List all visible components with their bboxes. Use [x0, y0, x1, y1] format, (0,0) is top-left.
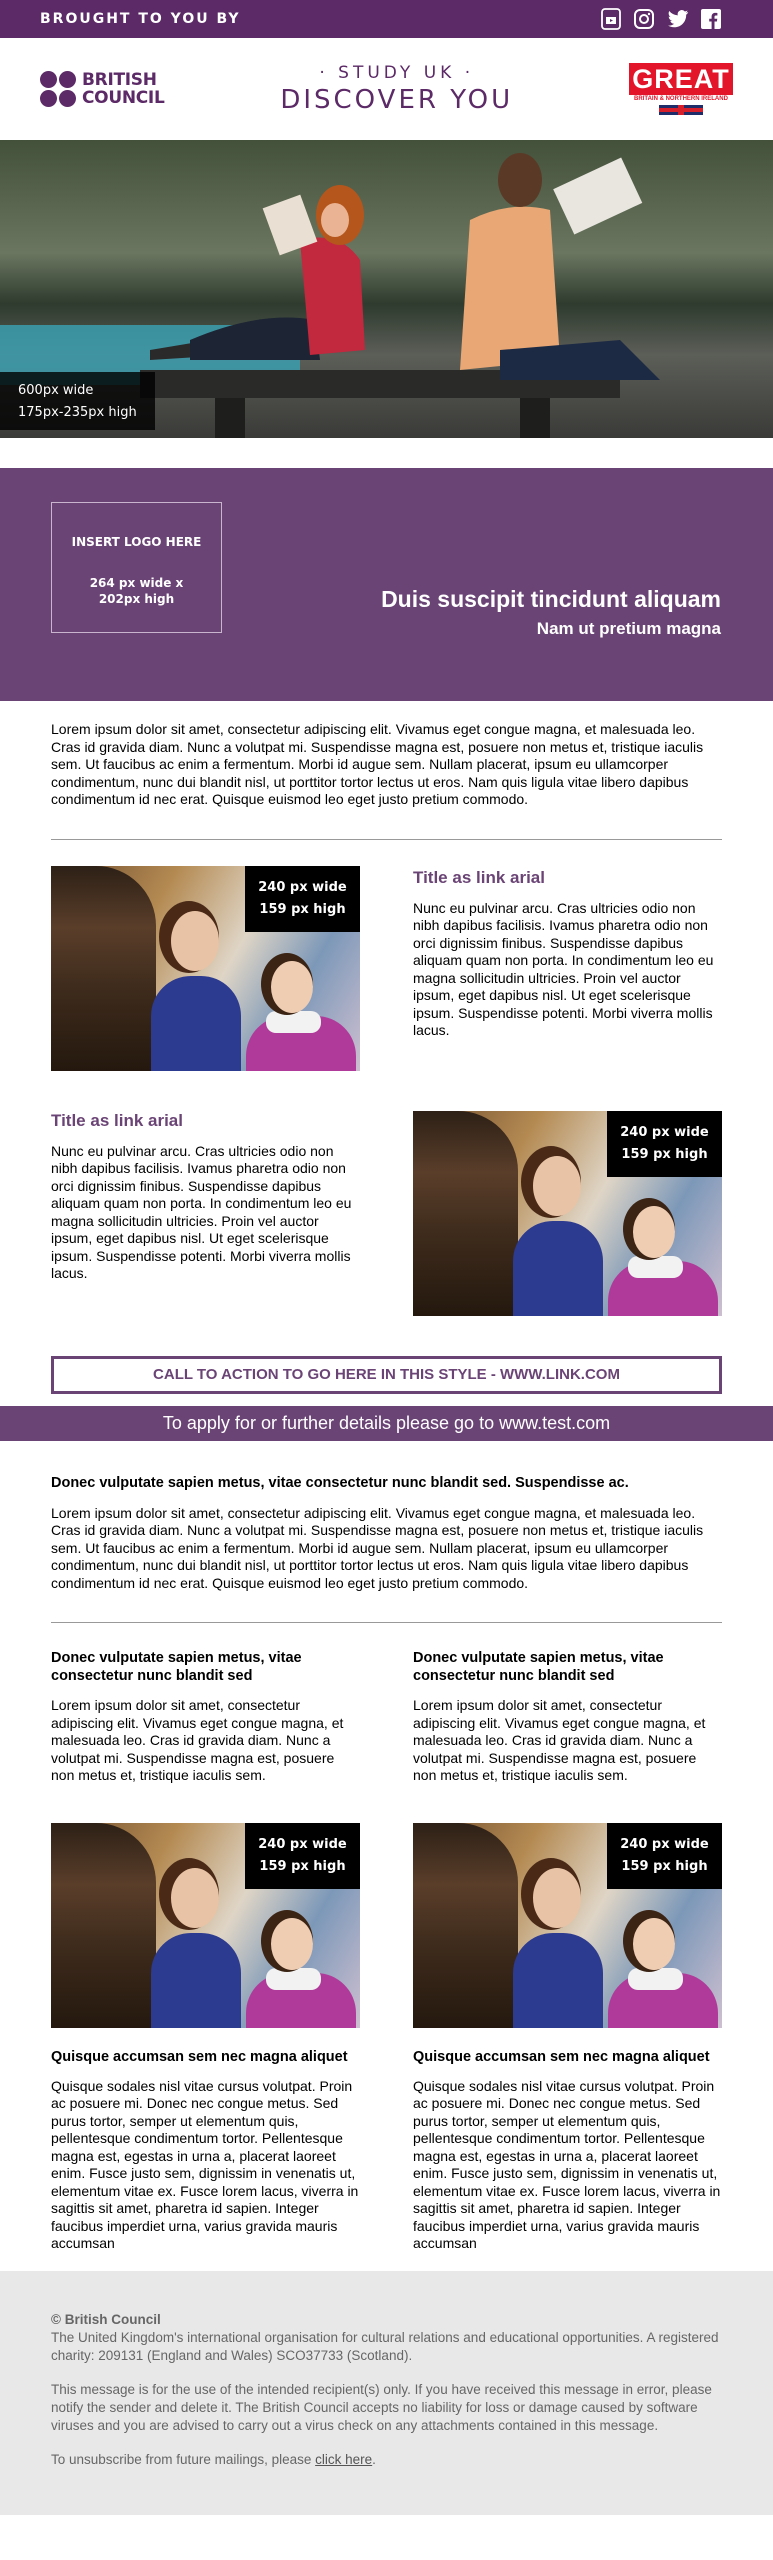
study-uk-logo	[280, 63, 513, 115]
feature-body: Nunc eu pulvinar arcu. Cras ultricies odio non nibh dapibus facilisis. Ivamus pharetra odio non orci dignissim finibus. Suspendisse dapibus aliquam quam non porta. In condimentum leo eu magna sollicitudin ultricies. Proin vel auctor ipsum, eget dapibus nisl. Ut eget scelerisque ipsum. Suspendisse potenti. Morbi viverra mollis lacus.	[51, 1142, 352, 1281]
feature-row	[51, 866, 722, 1071]
twitter-icon[interactable]	[667, 9, 689, 29]
header	[0, 38, 773, 140]
woman-reading-figure	[150, 160, 410, 360]
logo-placeholder: INSERT LOGO HERE 264 px wide x 202px high	[51, 502, 222, 633]
facebook-icon[interactable]	[701, 9, 721, 29]
section-paragraph: Lorem ipsum dolor sit amet, consectetur adipiscing elit. Vivamus eget congue magna, et malesuada leo. Cras id gravida diam. Nunc a volutpat mi. Suspendisse magna est, posuere non metus et, tristique iaculis sem. Ut faucibus ac enim a fermentum. Morbi id augue sem. Nullam placerat, ipsum eu ullamcorper condimentum, nunc dui blandit nisl, ut porttitor tortor lectus ut eros. Nam quis ligula vitae libero dapibus condimentum id nec erat. Quisque euismod leo eget justo pretium commodo.	[51, 1504, 704, 1591]
feature-image	[51, 866, 360, 1071]
card-heading: Quisque accumsan sem nec magna aliquet	[413, 2048, 710, 2065]
column-heading: Donec vulputate sapien metus, vitae consectetur nunc blandit sed	[51, 1650, 302, 1684]
hero-dimensions-label: 600px wide 175px-235px high	[0, 372, 155, 430]
hero-image	[0, 140, 773, 438]
divider	[51, 839, 722, 840]
youtube-icon[interactable]	[601, 8, 621, 30]
banner-heading: Duis suscipit tincidunt aliquam	[381, 586, 721, 612]
intro-paragraph: Lorem ipsum dolor sit amet, consectetur adipiscing elit. Vivamus eget congue magna, et malesuada leo. Cras id gravida diam. Nunc a volutpat mi. Suspendisse magna est, posuere non metus et, tristique iaculis sem. Ut faucibus ac enim a fermentum. Morbi id augue sem. Nullam placerat, ipsum eu ullamcorper condimentum, nunc dui blandit nisl, ut porttitor tortor lectus ut eros. Nam quis ligula vitae libero dapibus condimentum id nec erat. Quisque euismod leo eget justo pretium commodo.	[51, 721, 704, 807]
unsubscribe-link[interactable]: click here	[315, 2451, 373, 2467]
column-body: Lorem ipsum dolor sit amet, consectetur adipiscing elit. Vivamus eget congue magna, et malesuada leo. Cras id gravida diam. Nunc a volutpat mi. Suspendisse magna est, posuere non metus et, tristique iaculis sem.	[51, 1697, 344, 1783]
image-size-label: 240 px wide 159 px high	[245, 866, 360, 932]
image-size-label: 240 px wide 159 px high	[607, 1111, 722, 1177]
great-subtitle: BRITAIN & NORTHERN IRELAND	[634, 96, 728, 102]
apply-bar[interactable]: To apply for or further details please go to www.test.com	[0, 1406, 773, 1441]
two-column-images	[51, 1823, 722, 2028]
social-links	[601, 8, 721, 30]
column-image	[51, 1823, 360, 2028]
bc-logo-line1: BRITISH	[82, 70, 157, 90]
feature-image	[413, 1111, 722, 1316]
column-body: Lorem ipsum dolor sit amet, consectetur adipiscing elit. Vivamus eget congue magna, et malesuada leo. Cras id gravida diam. Nunc a volutpat mi. Suspendisse magna est, posuere non metus et, tristique iaculis sem.	[413, 1697, 706, 1783]
footer-organisation: The United Kingdom's international organisation for cultural relations and educational opportunities. A registered charity: 209131 (England and Wales) SCO37733 (Scotland).	[51, 2329, 719, 2363]
footer	[0, 2271, 773, 2515]
image-size-label: 240 px wide 159 px high	[607, 1823, 722, 1889]
column-image	[413, 1823, 722, 2028]
card-body: Quisque sodales nisl vitae cursus volutpat. Proin ac posuere mi. Donec nec congue metus. Sed purus tortor, semper ut elementum quis, pellentesque condimentum tortor. Pellentesque magna est, egestas in urna a, placerat laoreet enim. Fusce justo sem, dignissim in venenatis ut, elementum vitae ex. Fusce lorem lacus, viverra in sagittis sit amet, pharetra id sapien. Integer faucibus imperdiet urna, varius gravida mauris accumsan	[51, 2077, 359, 2251]
study-uk-line: · STUDY UK ·	[319, 63, 475, 83]
feature-row	[51, 1111, 722, 1316]
banner-subheading: Nam ut pretium magna	[536, 619, 721, 638]
discover-you-line: DISCOVER YOU	[280, 85, 514, 115]
footer-unsubscribe: To unsubscribe from future mailings, please click here.	[51, 2451, 376, 2467]
great-britain-logo	[629, 63, 733, 115]
card-body: Quisque sodales nisl vitae cursus volutpat. Proin ac posuere mi. Donec nec congue metus. Sed purus tortor, semper ut elementum quis, pellentesque condimentum tortor. Pellentesque magna est, egestas in urna a, placerat laoreet enim. Fusce justo sem, dignissim in venenatis ut, elementum vitae ex. Fusce lorem lacus, viverra in sagittis sit amet, pharetra id sapien. Integer faucibus imperdiet urna, varius gravida mauris accumsan	[413, 2077, 721, 2251]
card-heading: Quisque accumsan sem nec magna aliquet	[51, 2048, 348, 2065]
feature-body: Nunc eu pulvinar arcu. Cras ultricies odio non nibh dapibus facilisis. Ivamus pharetra odio non orci dignissim finibus. Suspendisse dapibus aliquam quam non porta. In condimentum leo eu magna sollicitudin ultricies. Proin vel auctor ipsum, eget dapibus nisl. Ut eget scelerisque ipsum. Suspendisse potenti. Morbi viverra mollis lacus.	[413, 899, 714, 1038]
image-size-label: 240 px wide 159 px high	[245, 1823, 360, 1889]
brought-to-you-label: BROUGHT TO YOU BY	[40, 11, 241, 27]
british-council-logo[interactable]	[40, 71, 165, 107]
man-reading-figure	[440, 140, 670, 380]
column-heading: Donec vulputate sapien metus, vitae consectetur nunc blandit sed	[413, 1650, 664, 1684]
feature-title-link[interactable]: Title as link arial	[51, 1110, 183, 1130]
section-heading: Donec vulputate sapien metus, vitae consectetur nunc blandit sed. Suspendisse ac.	[51, 1474, 629, 1491]
two-column-cards	[51, 2048, 722, 2253]
bc-logo-line2: COUNCIL	[82, 88, 165, 108]
feature-title-link[interactable]: Title as link arial	[413, 867, 545, 887]
two-column-text	[51, 1649, 722, 1785]
top-bar	[0, 0, 773, 38]
divider	[51, 1622, 722, 1623]
footer-notice: This message is for the use of the intended recipient(s) only. If you have received this message in error, please notify the sender and delete it. The British Council accepts no liability for loss or damage caused by software viruses and you are advised to carry out a virus check on any attachments contained in this message.	[51, 2381, 712, 2433]
union-flag-icon	[659, 105, 703, 115]
purple-banner	[0, 468, 773, 701]
instagram-icon[interactable]	[633, 8, 655, 30]
footer-copyright: © British Council	[51, 2311, 161, 2327]
british-council-dots-icon	[40, 71, 76, 107]
call-to-action-button[interactable]: CALL TO ACTION TO GO HERE IN THIS STYLE - WWW.LINK.COM	[51, 1356, 722, 1394]
great-word: GREAT	[629, 63, 733, 95]
